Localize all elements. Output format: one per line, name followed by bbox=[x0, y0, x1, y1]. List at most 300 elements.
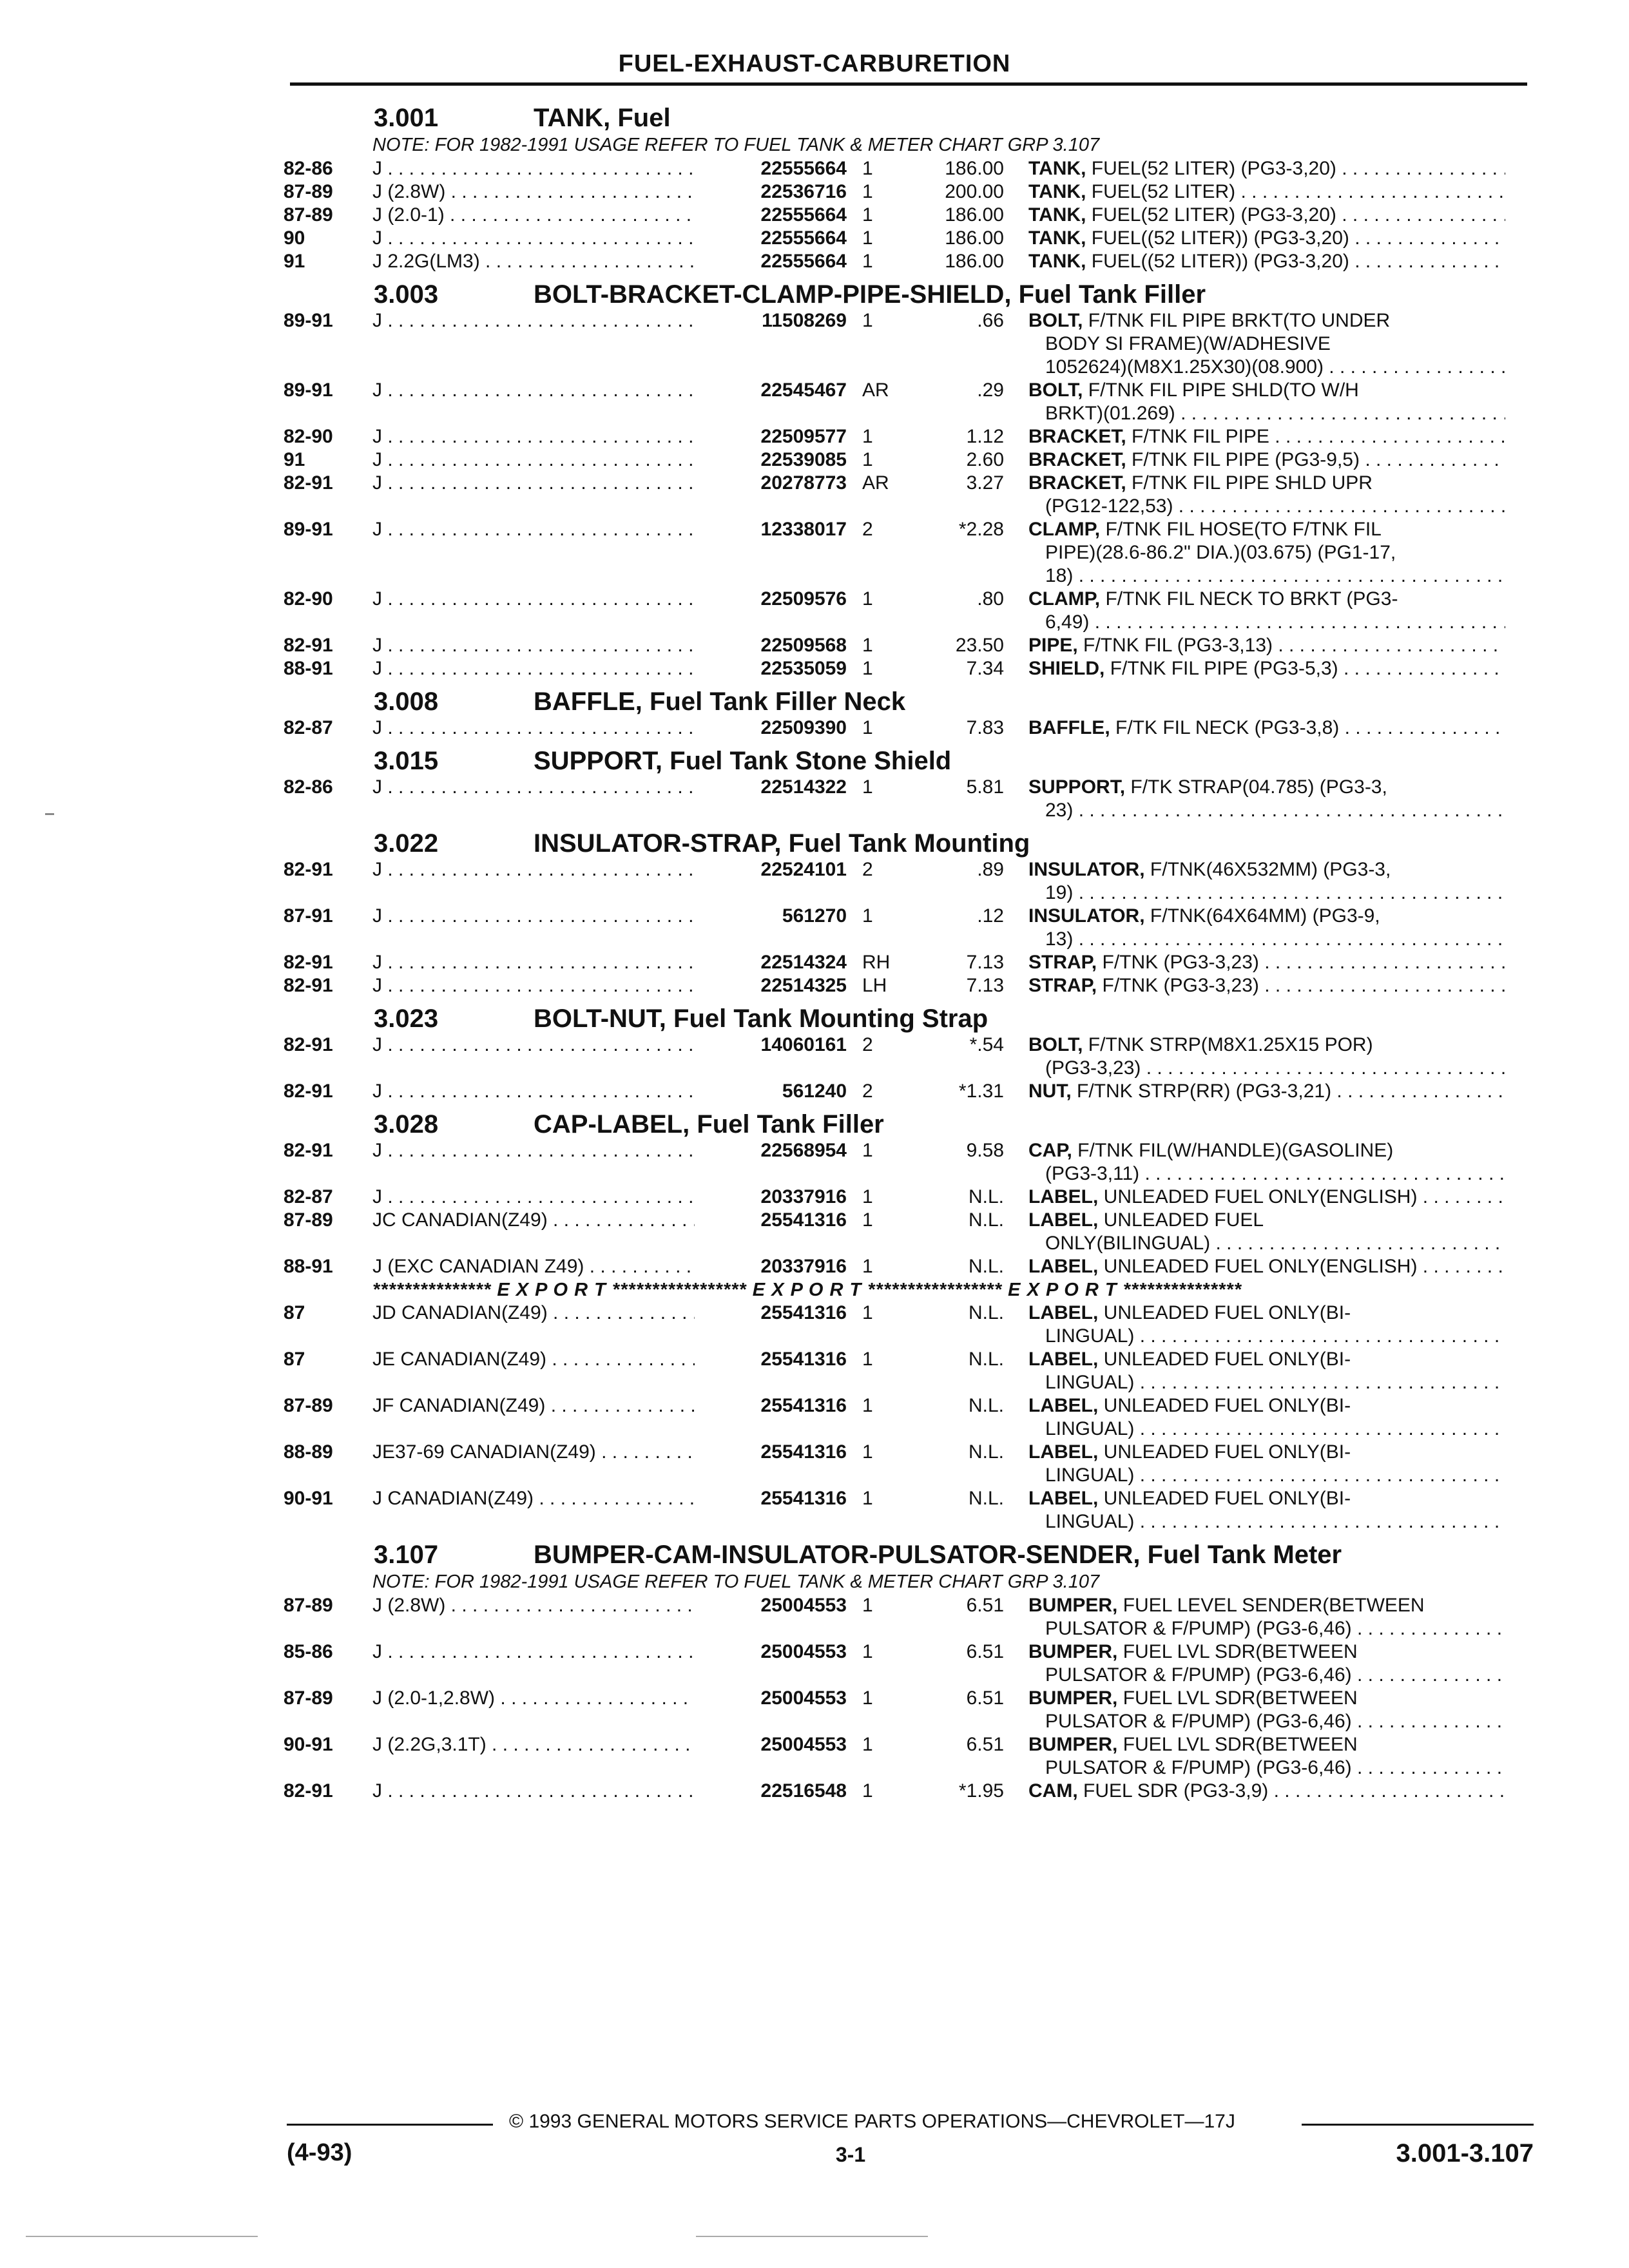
model-years: 82-91 bbox=[284, 1140, 333, 1161]
part-row bbox=[284, 1394, 1534, 1441]
description-text: F/TNK FIL NECK TO BRKT (PG3- bbox=[1105, 588, 1398, 610]
part-description bbox=[1028, 204, 1505, 227]
model-years: 82-91 bbox=[284, 472, 333, 494]
description-text: (PG3-3,23) bbox=[1045, 1057, 1141, 1079]
part-description bbox=[1028, 634, 1505, 657]
quantity: 1 bbox=[862, 635, 873, 656]
model-years: 88-91 bbox=[284, 658, 333, 679]
part-number: 22516548 bbox=[760, 1780, 847, 1802]
quantity: 1 bbox=[862, 1641, 873, 1662]
part-row bbox=[284, 1186, 1534, 1209]
part-number: 12338017 bbox=[760, 519, 847, 540]
model-spec: J . . . bbox=[372, 588, 695, 611]
part-name: BAFFLE, bbox=[1028, 717, 1110, 738]
description-line bbox=[1028, 495, 1505, 518]
part-name: TANK, bbox=[1028, 181, 1086, 202]
section-3-028 bbox=[284, 1104, 1534, 1533]
page-header-title: FUEL-EXHAUST-CARBURETION bbox=[618, 50, 1011, 77]
quantity: AR bbox=[862, 472, 889, 494]
description-line bbox=[1028, 1710, 1505, 1733]
price: 9.58 bbox=[966, 1140, 1004, 1161]
description-line bbox=[1028, 1594, 1505, 1617]
description-text: UNLEADED FUEL ONLY(BI- bbox=[1103, 1395, 1351, 1416]
model-years: 82-91 bbox=[284, 1034, 333, 1055]
price: N.L. bbox=[968, 1441, 1004, 1463]
part-name: TANK, bbox=[1028, 251, 1086, 272]
part-row bbox=[284, 974, 1534, 997]
margin-mark bbox=[45, 813, 54, 815]
model-spec: J . . . bbox=[372, 905, 695, 928]
description-text: BRKT)(01.269) bbox=[1045, 403, 1175, 424]
quantity: 1 bbox=[862, 449, 873, 470]
model-spec: J . . . bbox=[372, 309, 695, 332]
description-text: UNLEADED FUEL ONLY(ENGLISH) bbox=[1103, 1256, 1418, 1277]
section-number: 3.023 bbox=[374, 1004, 439, 1033]
part-description bbox=[1028, 309, 1505, 379]
section-heading bbox=[284, 98, 1534, 133]
model-years: 89-91 bbox=[284, 310, 333, 331]
description-line bbox=[1028, 1057, 1505, 1080]
section-heading bbox=[284, 823, 1534, 858]
part-number: 22514322 bbox=[760, 776, 847, 798]
model-spec: JF CANADIAN(Z49) . . . bbox=[372, 1394, 695, 1418]
description-line bbox=[1028, 1162, 1505, 1186]
part-number: 561240 bbox=[782, 1081, 847, 1102]
model-years: 90 bbox=[284, 227, 305, 249]
quantity: 1 bbox=[862, 1302, 873, 1323]
section-title: INSULATOR-STRAP, Fuel Tank Mounting bbox=[534, 829, 1030, 858]
description-text: PULSATOR & F/PUMP) (PG3-6,46) bbox=[1045, 1757, 1352, 1778]
description-line bbox=[1028, 1780, 1505, 1803]
part-description bbox=[1028, 1640, 1505, 1687]
description-line bbox=[1028, 905, 1505, 928]
model-spec: J . . . bbox=[372, 379, 695, 402]
model-years: 82-90 bbox=[284, 426, 333, 447]
description-line bbox=[1028, 518, 1505, 541]
model-spec: J . . . bbox=[372, 716, 695, 740]
model-spec: J . . . bbox=[372, 227, 695, 250]
part-description bbox=[1028, 1348, 1505, 1394]
quantity: 2 bbox=[862, 1081, 873, 1102]
part-name: SUPPORT, bbox=[1028, 776, 1126, 798]
part-description bbox=[1028, 1033, 1505, 1080]
description-text: F/TK STRAP(04.785) (PG3-3, bbox=[1130, 776, 1387, 798]
part-description bbox=[1028, 716, 1505, 740]
model-spec: JC CANADIAN(Z49) . . . bbox=[372, 1209, 695, 1232]
description-text: F/TNK STRP(RR) (PG3-3,21) bbox=[1077, 1081, 1332, 1102]
quantity: 1 bbox=[862, 658, 873, 679]
description-line bbox=[1028, 1640, 1505, 1664]
model-spec: J . . . bbox=[372, 472, 695, 495]
model-years: 82-91 bbox=[284, 975, 333, 996]
description-text: UNLEADED FUEL ONLY(BI- bbox=[1103, 1349, 1351, 1370]
model-years: 90-91 bbox=[284, 1488, 333, 1509]
section-heading bbox=[284, 1104, 1534, 1139]
part-number: 22524101 bbox=[760, 859, 847, 880]
part-number: 25004553 bbox=[760, 1734, 847, 1755]
part-number: 25541316 bbox=[760, 1488, 847, 1509]
scan-artifact bbox=[26, 2236, 258, 2237]
quantity: 1 bbox=[862, 1441, 873, 1463]
part-name: LABEL, bbox=[1028, 1488, 1099, 1509]
section-3-003 bbox=[284, 274, 1534, 680]
description-text: FUEL LVL SDR(BETWEEN bbox=[1123, 1641, 1358, 1662]
description-line bbox=[1028, 448, 1505, 472]
description-text: FUEL(52 LITER) (PG3-3,20) bbox=[1091, 204, 1336, 226]
model-spec: J . . . bbox=[372, 858, 695, 881]
part-description bbox=[1028, 905, 1505, 951]
description-text: UNLEADED FUEL bbox=[1103, 1209, 1264, 1231]
price: 1.12 bbox=[966, 426, 1004, 447]
section-title: BOLT-BRACKET-CLAMP-PIPE-SHIELD, Fuel Tank Filler bbox=[534, 280, 1206, 309]
description-text: 1052624)(M8X1.25X30)(08.900) bbox=[1045, 356, 1324, 378]
description-line bbox=[1028, 1687, 1505, 1710]
quantity: 2 bbox=[862, 1034, 873, 1055]
scan-artifact bbox=[696, 2236, 928, 2237]
quantity: 1 bbox=[862, 426, 873, 447]
description-text: FUEL SDR (PG3-3,9) bbox=[1083, 1780, 1269, 1802]
section-note: NOTE: FOR 1982-1991 USAGE REFER TO FUEL TANK & METER CHART GRP 3.107 bbox=[372, 135, 1100, 155]
price: 6.51 bbox=[966, 1734, 1004, 1755]
section-number: 3.022 bbox=[374, 829, 439, 858]
description-line bbox=[1028, 227, 1505, 250]
part-row bbox=[284, 379, 1534, 425]
section-3-023 bbox=[284, 999, 1534, 1103]
model-spec: JD CANADIAN(Z49) . . . bbox=[372, 1302, 695, 1325]
description-text: 18) bbox=[1045, 565, 1074, 586]
part-description bbox=[1028, 1780, 1505, 1803]
section-3-015 bbox=[284, 741, 1534, 822]
part-name: LABEL, bbox=[1028, 1349, 1099, 1370]
part-number: 20278773 bbox=[760, 472, 847, 494]
description-text: FUEL LVL SDR(BETWEEN bbox=[1123, 1734, 1358, 1755]
description-line bbox=[1028, 1394, 1505, 1418]
part-number: 22555664 bbox=[760, 227, 847, 249]
description-text: 19) bbox=[1045, 882, 1074, 903]
model-spec: J . . . bbox=[372, 776, 695, 799]
part-row bbox=[284, 1033, 1534, 1080]
price: N.L. bbox=[968, 1186, 1004, 1207]
price: N.L. bbox=[968, 1302, 1004, 1323]
price: 2.60 bbox=[966, 449, 1004, 470]
part-row bbox=[284, 425, 1534, 448]
part-description bbox=[1028, 1594, 1505, 1640]
section-note: NOTE: FOR 1982-1991 USAGE REFER TO FUEL TANK & METER CHART GRP 3.107 bbox=[372, 1571, 1100, 1592]
section-3-001 bbox=[284, 98, 1534, 273]
model-spec: J . . . bbox=[372, 1033, 695, 1057]
section-heading bbox=[284, 274, 1534, 309]
description-text: F/TNK FIL (PG3-3,13) bbox=[1083, 635, 1273, 656]
part-name: LABEL, bbox=[1028, 1441, 1099, 1463]
price: 5.81 bbox=[966, 776, 1004, 798]
description-line bbox=[1028, 1418, 1505, 1441]
section-title: BAFFLE, Fuel Tank Filler Neck bbox=[534, 687, 906, 716]
part-number: 22509390 bbox=[760, 717, 847, 738]
part-name: BOLT, bbox=[1028, 310, 1083, 331]
part-description bbox=[1028, 250, 1505, 273]
price: .80 bbox=[977, 588, 1004, 610]
model-years: 91 bbox=[284, 449, 305, 470]
price: N.L. bbox=[968, 1256, 1004, 1277]
part-row bbox=[284, 250, 1534, 273]
part-name: STRAP, bbox=[1028, 975, 1097, 996]
part-name: NUT, bbox=[1028, 1081, 1072, 1102]
description-text: UNLEADED FUEL ONLY(BI- bbox=[1103, 1441, 1351, 1463]
section-title: CAP-LABEL, Fuel Tank Filler bbox=[534, 1110, 884, 1139]
model-years: 82-91 bbox=[284, 635, 333, 656]
part-row bbox=[284, 1687, 1534, 1733]
description-text: F/TNK FIL PIPE (PG3-5,3) bbox=[1110, 658, 1338, 679]
part-name: LABEL, bbox=[1028, 1186, 1099, 1207]
quantity: 2 bbox=[862, 519, 873, 540]
description-line bbox=[1028, 716, 1505, 740]
model-years: 82-90 bbox=[284, 588, 333, 610]
price: *2.28 bbox=[958, 519, 1004, 540]
description-line bbox=[1028, 1664, 1505, 1687]
description-text: FUEL LEVEL SENDER(BETWEEN bbox=[1123, 1595, 1425, 1616]
part-description bbox=[1028, 472, 1505, 518]
section-number: 3.028 bbox=[374, 1110, 439, 1139]
model-years: 82-87 bbox=[284, 717, 333, 738]
model-years: 91 bbox=[284, 251, 305, 272]
model-years: 87-89 bbox=[284, 1687, 333, 1709]
part-name: INSULATOR, bbox=[1028, 859, 1145, 880]
model-years: 88-89 bbox=[284, 1441, 333, 1463]
model-years: 82-86 bbox=[284, 158, 333, 179]
quantity: 2 bbox=[862, 859, 873, 880]
description-text: F/TNK FIL HOSE(TO F/TNK FIL bbox=[1105, 519, 1382, 540]
part-name: BOLT, bbox=[1028, 380, 1083, 401]
description-text: F/TNK FIL(W/HANDLE)(GASOLINE) bbox=[1077, 1140, 1394, 1161]
description-text: UNLEADED FUEL ONLY(ENGLISH) bbox=[1103, 1186, 1418, 1207]
price: .89 bbox=[977, 859, 1004, 880]
part-description bbox=[1028, 1441, 1505, 1487]
part-name: TANK, bbox=[1028, 227, 1086, 249]
model-years: 82-91 bbox=[284, 1081, 333, 1102]
model-spec: J (2.2G,3.1T) . . . bbox=[372, 1733, 695, 1756]
description-text: LINGUAL) bbox=[1045, 1511, 1135, 1532]
quantity: 1 bbox=[862, 1256, 873, 1277]
part-row bbox=[284, 588, 1534, 634]
section-title: SUPPORT, Fuel Tank Stone Shield bbox=[534, 747, 952, 775]
section-number: 3.003 bbox=[374, 280, 439, 309]
quantity: 1 bbox=[862, 1488, 873, 1509]
model-years: 87 bbox=[284, 1349, 305, 1370]
model-years: 85-86 bbox=[284, 1641, 333, 1662]
quantity: 1 bbox=[862, 1349, 873, 1370]
part-number: 25541316 bbox=[760, 1209, 847, 1231]
part-number: 25541316 bbox=[760, 1395, 847, 1416]
part-name: BRACKET, bbox=[1028, 426, 1126, 447]
section-number: 3.015 bbox=[374, 747, 439, 775]
description-line bbox=[1028, 974, 1505, 997]
quantity: 1 bbox=[862, 588, 873, 610]
footer-copyright: © 1993 GENERAL MOTORS SERVICE PARTS OPERATIONS—CHEVROLET—17J bbox=[509, 2111, 1235, 2132]
part-row bbox=[284, 1640, 1534, 1687]
price: N.L. bbox=[968, 1395, 1004, 1416]
part-name: BUMPER, bbox=[1028, 1734, 1118, 1755]
model-spec: J CANADIAN(Z49) . . . bbox=[372, 1487, 695, 1510]
model-years: 87-89 bbox=[284, 1595, 333, 1616]
description-line bbox=[1028, 1302, 1505, 1325]
model-spec: J (EXC CANADIAN Z49) . . . bbox=[372, 1255, 695, 1278]
section-title: BUMPER-CAM-INSULATOR-PULSATOR-SENDER, Fuel Tank Meter bbox=[534, 1541, 1342, 1569]
price: 6.51 bbox=[966, 1687, 1004, 1709]
description-text: 23) bbox=[1045, 800, 1074, 821]
part-number: 22539085 bbox=[760, 449, 847, 470]
part-description bbox=[1028, 157, 1505, 180]
part-number: 22509577 bbox=[760, 426, 847, 447]
part-description bbox=[1028, 180, 1505, 204]
part-name: PIPE, bbox=[1028, 635, 1078, 656]
part-description bbox=[1028, 776, 1505, 822]
model-years: 82-91 bbox=[284, 1780, 333, 1802]
part-row bbox=[284, 1733, 1534, 1780]
description-line bbox=[1028, 1033, 1505, 1057]
description-text: F/TNK FIL PIPE BRKT(TO UNDER bbox=[1088, 310, 1391, 331]
description-line bbox=[1028, 611, 1505, 634]
description-text: FUEL((52 LITER)) (PG3-3,20) bbox=[1091, 227, 1349, 249]
part-name: BRACKET, bbox=[1028, 449, 1126, 470]
price: 23.50 bbox=[955, 635, 1004, 656]
description-text: F/TNK FIL PIPE bbox=[1132, 426, 1269, 447]
description-text: UNLEADED FUEL ONLY(BI- bbox=[1103, 1302, 1351, 1323]
section-3-022 bbox=[284, 823, 1534, 997]
part-name: BOLT, bbox=[1028, 1034, 1083, 1055]
part-number: 25004553 bbox=[760, 1595, 847, 1616]
model-spec: J . . . bbox=[372, 425, 695, 448]
model-spec: J . . . bbox=[372, 448, 695, 472]
description-line bbox=[1028, 564, 1505, 588]
part-number: 22555664 bbox=[760, 251, 847, 272]
model-spec: J (2.0-1,2.8W) . . . bbox=[372, 1687, 695, 1710]
description-line bbox=[1028, 1080, 1505, 1103]
description-line bbox=[1028, 1371, 1505, 1394]
model-spec: J . . . bbox=[372, 634, 695, 657]
quantity: 1 bbox=[862, 776, 873, 798]
description-text: 13) bbox=[1045, 928, 1074, 950]
quantity: 1 bbox=[862, 1687, 873, 1709]
model-spec: J . . . bbox=[372, 518, 695, 541]
part-row bbox=[284, 448, 1534, 472]
description-text: FUEL((52 LITER)) (PG3-3,20) bbox=[1091, 251, 1349, 272]
quantity: 1 bbox=[862, 1595, 873, 1616]
part-number: 25541316 bbox=[760, 1349, 847, 1370]
part-number: 11508269 bbox=[762, 310, 847, 331]
quantity: 1 bbox=[862, 204, 873, 226]
model-spec: J . . . bbox=[372, 1780, 695, 1803]
price: 186.00 bbox=[945, 204, 1004, 226]
quantity: 1 bbox=[862, 158, 873, 179]
price: *1.95 bbox=[958, 1780, 1004, 1802]
description-text: PULSATOR & F/PUMP) (PG3-6,46) bbox=[1045, 1711, 1352, 1732]
part-row bbox=[284, 1139, 1534, 1186]
description-text: LINGUAL) bbox=[1045, 1325, 1135, 1347]
part-description bbox=[1028, 1139, 1505, 1186]
description-text: F/TNK(64X64MM) (PG3-9, bbox=[1150, 905, 1380, 927]
description-line bbox=[1028, 657, 1505, 680]
description-line bbox=[1028, 356, 1505, 379]
description-line bbox=[1028, 204, 1505, 227]
part-row bbox=[284, 1080, 1534, 1103]
quantity: LH bbox=[862, 975, 887, 996]
price: .29 bbox=[977, 380, 1004, 401]
part-row bbox=[284, 657, 1534, 680]
part-number: 22509568 bbox=[760, 635, 847, 656]
part-row bbox=[284, 1302, 1534, 1348]
section-heading bbox=[284, 741, 1534, 776]
part-name: LABEL, bbox=[1028, 1209, 1099, 1231]
description-text: PULSATOR & F/PUMP) (PG3-6,46) bbox=[1045, 1618, 1352, 1639]
description-text: LINGUAL) bbox=[1045, 1418, 1135, 1439]
quantity: 1 bbox=[862, 1209, 873, 1231]
description-text: (PG3-3,11) bbox=[1045, 1163, 1140, 1184]
model-spec: JE CANADIAN(Z49) . . . bbox=[372, 1348, 695, 1371]
parts-listing bbox=[284, 97, 1534, 1803]
description-line bbox=[1028, 1510, 1505, 1533]
price: 186.00 bbox=[945, 227, 1004, 249]
price: 7.13 bbox=[966, 952, 1004, 973]
footer-date: (4-93) bbox=[287, 2139, 352, 2166]
part-description bbox=[1028, 858, 1505, 905]
price: .12 bbox=[977, 905, 1004, 927]
quantity: 1 bbox=[862, 1140, 873, 1161]
part-number: 25004553 bbox=[760, 1641, 847, 1662]
part-name: BUMPER, bbox=[1028, 1687, 1118, 1709]
part-number: 22555664 bbox=[760, 204, 847, 226]
part-name: CAM, bbox=[1028, 1780, 1078, 1802]
part-name: CAP, bbox=[1028, 1140, 1072, 1161]
model-years: 87-89 bbox=[284, 204, 333, 226]
description-line bbox=[1028, 928, 1505, 951]
price: 200.00 bbox=[945, 181, 1004, 202]
model-spec: J . . . bbox=[372, 1640, 695, 1664]
description-line bbox=[1028, 1733, 1505, 1756]
model-years: 89-91 bbox=[284, 519, 333, 540]
description-line bbox=[1028, 1487, 1505, 1510]
model-years: 90-91 bbox=[284, 1734, 333, 1755]
part-description bbox=[1028, 974, 1505, 997]
section-number: 3.107 bbox=[374, 1541, 439, 1569]
model-years: 87-91 bbox=[284, 905, 333, 927]
part-name: CLAMP, bbox=[1028, 519, 1101, 540]
description-line bbox=[1028, 1441, 1505, 1464]
part-number: 20337916 bbox=[760, 1186, 847, 1207]
section-title: BOLT-NUT, Fuel Tank Mounting Strap bbox=[534, 1004, 988, 1033]
part-number: 561270 bbox=[782, 905, 847, 927]
quantity: 1 bbox=[862, 1186, 873, 1207]
quantity: 1 bbox=[862, 717, 873, 738]
description-text: PULSATOR & F/PUMP) (PG3-6,46) bbox=[1045, 1664, 1352, 1686]
part-row bbox=[284, 776, 1534, 822]
part-row bbox=[284, 858, 1534, 905]
model-spec: JE37-69 CANADIAN(Z49) . . . bbox=[372, 1441, 695, 1464]
part-name: LABEL, bbox=[1028, 1302, 1099, 1323]
price: 186.00 bbox=[945, 158, 1004, 179]
quantity: 1 bbox=[862, 1734, 873, 1755]
description-line bbox=[1028, 250, 1505, 273]
description-line bbox=[1028, 776, 1505, 799]
part-name: BUMPER, bbox=[1028, 1595, 1118, 1616]
quantity: 1 bbox=[862, 1395, 873, 1416]
quantity: 1 bbox=[862, 905, 873, 927]
part-description bbox=[1028, 1687, 1505, 1733]
description-line bbox=[1028, 1209, 1505, 1232]
quantity: 1 bbox=[862, 1780, 873, 1802]
description-text: F/TNK FIL PIPE (PG3-9,5) bbox=[1132, 449, 1360, 470]
part-description bbox=[1028, 227, 1505, 250]
part-description bbox=[1028, 1255, 1505, 1278]
